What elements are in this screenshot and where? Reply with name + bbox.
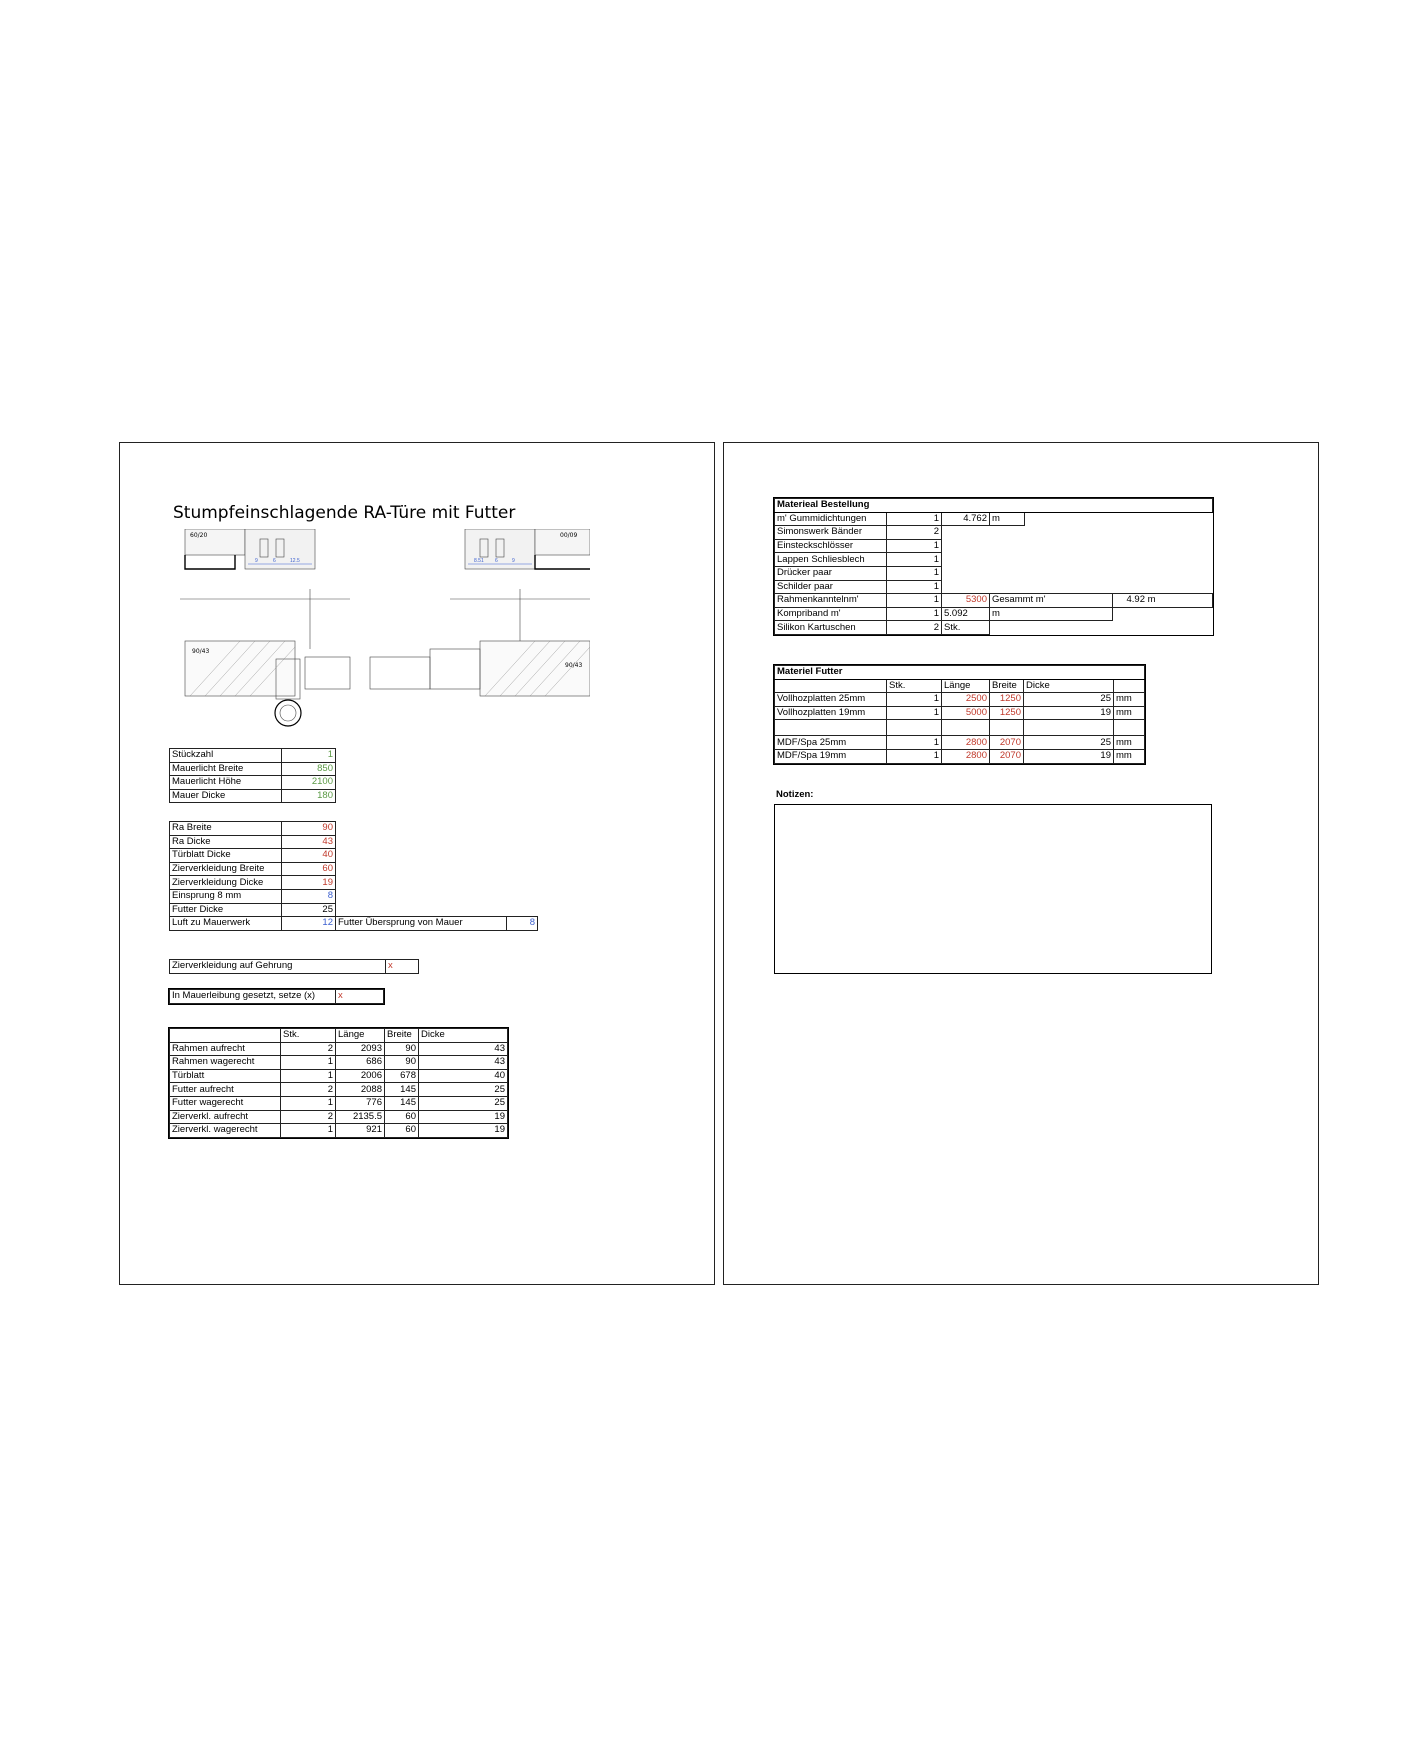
column-header: Breite (385, 1029, 419, 1043)
cell-value: 90 (385, 1042, 419, 1056)
cell-label: Ra Breite (170, 822, 282, 836)
table-row (170, 862, 538, 876)
drawing-label: 00/09 (560, 532, 578, 539)
cell-value: 2500 (942, 693, 990, 707)
table-row (170, 849, 538, 863)
table-row (775, 594, 1213, 608)
dim-label: 9 (512, 558, 515, 564)
cell-label: m' Gummidichtungen (775, 512, 887, 526)
cell-unit: mm (1114, 749, 1145, 763)
cell-label: Vollhozplatten 19mm (775, 706, 887, 720)
table-row (170, 960, 419, 974)
cell-value: 1 (281, 1069, 336, 1083)
cell-value[interactable]: 43 (282, 835, 336, 849)
door-section-drawing (180, 529, 590, 741)
cell-value: 25 (1024, 736, 1114, 750)
cell-value: 25 (419, 1096, 508, 1110)
cell-value: 1 (281, 1096, 336, 1110)
cell-label: Futter aufrecht (170, 1083, 281, 1097)
cell-label: In Mauerleibung gesetzt, setze (x) (170, 990, 336, 1004)
cell-value[interactable]: 90 (282, 822, 336, 836)
cell-value: 1 (887, 539, 942, 553)
cell-label: Türblatt (170, 1069, 281, 1083)
table-row (170, 1042, 508, 1056)
cell-value: 60 (385, 1124, 419, 1138)
cell-value: 19 (1024, 749, 1114, 763)
dim-label: 6 (273, 558, 276, 564)
cell-value: 145 (385, 1083, 419, 1097)
cell-value: 1 (887, 594, 942, 608)
cell-label: Kompriband m' (775, 607, 887, 621)
cell-value[interactable]: 180 (282, 789, 336, 803)
cell-unit: m (990, 607, 1113, 621)
cell-value: 1 (887, 580, 942, 594)
cell-label: Ra Dicke (170, 835, 282, 849)
cell-label: Mauerlicht Höhe (170, 776, 282, 790)
drawing-label: 90/43 (565, 662, 583, 669)
cell-label: Einsprung 8 mm (170, 889, 282, 903)
table-row (170, 889, 538, 903)
cell-label: Türblatt Dicke (170, 849, 282, 863)
notes-label: Notizen: (776, 789, 814, 800)
cell-value: 5.092 (942, 607, 990, 621)
notes-area[interactable] (774, 804, 1212, 974)
column-header: Länge (336, 1029, 385, 1043)
column-header (170, 1029, 281, 1043)
cell-unit: mm (1114, 706, 1145, 720)
cell-value: 43 (419, 1042, 508, 1056)
cell-value: 2 (887, 621, 942, 635)
cell-label: Luft zu Mauerwerk (170, 917, 282, 931)
table-row (170, 1110, 508, 1124)
parts-table (169, 1028, 508, 1138)
mauerleibung-table (169, 989, 384, 1004)
cell-value[interactable]: 1 (282, 749, 336, 763)
section-title: Materieal Bestellung (775, 499, 1213, 513)
table-header-row (170, 1029, 508, 1043)
cell-value: 1 (281, 1056, 336, 1070)
table-row (775, 706, 1145, 720)
cell-label: Mauer Dicke (170, 789, 282, 803)
table-row (775, 749, 1145, 763)
cell-value: 40 (419, 1069, 508, 1083)
cell-value: 2800 (942, 736, 990, 750)
column-header (775, 679, 887, 693)
table-row (170, 1096, 508, 1110)
column-header: Stk. (281, 1029, 336, 1043)
cell-value: 1250 (990, 693, 1024, 707)
table-row (170, 876, 538, 890)
table-title-row (775, 666, 1145, 680)
cell-value: 2 (281, 1042, 336, 1056)
cell-value: 19 (419, 1124, 508, 1138)
cell-value: 1 (887, 566, 942, 580)
cell-value: 1 (887, 512, 942, 526)
table-row (170, 789, 336, 803)
table-row (775, 621, 1213, 635)
table-header-row (775, 679, 1145, 693)
right-page (723, 442, 1319, 1285)
left-page (119, 442, 715, 1285)
cell-value: 4.92 (1126, 594, 1145, 606)
table-row (775, 720, 1145, 736)
column-header: Dicke (1024, 679, 1114, 693)
cell-label: Rahmen wagerecht (170, 1056, 281, 1070)
cell-value: 686 (336, 1056, 385, 1070)
table-row (775, 736, 1145, 750)
table-row (170, 1083, 508, 1097)
cell-value[interactable]: 19 (282, 876, 336, 890)
checkbox-cell[interactable]: x (336, 990, 384, 1004)
cell-value: 2800 (942, 749, 990, 763)
cell-value[interactable]: 8 (282, 889, 336, 903)
cell-label: Drücker paar (775, 566, 887, 580)
drawing-label: 90/43 (192, 648, 210, 655)
table-row (775, 553, 1213, 567)
cell-value: 1 (887, 693, 942, 707)
cell-label: Rahmen aufrecht (170, 1042, 281, 1056)
cell-value: 2 (281, 1110, 336, 1124)
futter-table (774, 665, 1145, 764)
table-row (775, 607, 1213, 621)
cell-label: Einsteckschlösser (775, 539, 887, 553)
dim-label: 6 (495, 558, 498, 564)
cell-value: 2093 (336, 1042, 385, 1056)
cell-label: Vollhozplatten 25mm (775, 693, 887, 707)
cell-label: Mauerlicht Breite (170, 762, 282, 776)
cell-value[interactable]: 12 (282, 917, 336, 931)
cell-value: 921 (336, 1124, 385, 1138)
table-row (170, 903, 538, 917)
column-header (1114, 679, 1145, 693)
page-title: Stumpfeinschlagende RA-Türe mit Futter (173, 503, 516, 523)
cell-unit: mm (1114, 736, 1145, 750)
cell-label: Stückzahl (170, 749, 282, 763)
table-row (170, 835, 538, 849)
cell-value[interactable]: 40 (282, 849, 336, 863)
table-row (170, 1124, 508, 1138)
cell-unit: m (990, 512, 1025, 526)
column-header: Breite (990, 679, 1024, 693)
cell-value: 60 (385, 1110, 419, 1124)
dim-label: 12.5 (290, 558, 300, 564)
cell-value: 776 (336, 1096, 385, 1110)
table-row (170, 1069, 508, 1083)
cell-value[interactable]: 60 (282, 862, 336, 876)
table-row (775, 580, 1213, 594)
dim-label: 8.51 (474, 558, 484, 564)
table-row (170, 990, 384, 1004)
table-row (170, 762, 336, 776)
cell-value: 145 (385, 1096, 419, 1110)
table-row (775, 512, 1213, 526)
bestellung-table (774, 498, 1213, 635)
cell-label: Zierverkleidung auf Gehrung (170, 960, 386, 974)
cell-label: Futter Übersprung von Mauer (336, 917, 507, 931)
table-row (170, 1056, 508, 1070)
section-title: Materiel Futter (775, 666, 1145, 680)
cell-label: Schilder paar (775, 580, 887, 594)
table-row (775, 539, 1213, 553)
cell-value: 2 (887, 526, 942, 540)
gesamt-cell (1113, 594, 1213, 608)
basic-dimensions-table (169, 748, 336, 803)
drawing-label: 60/20 (190, 532, 208, 539)
cell-value: 5300 (942, 594, 990, 608)
cell-unit: Stk. (942, 621, 990, 635)
cell-value: 19 (419, 1110, 508, 1124)
column-header: Länge (942, 679, 990, 693)
cell-value: 1 (281, 1124, 336, 1138)
cell-label: Lappen Schliesblech (775, 553, 887, 567)
table-row (170, 917, 538, 931)
cell-value: 25 (419, 1083, 508, 1097)
params-table (169, 821, 538, 931)
cell-label: MDF/Spa 19mm (775, 749, 887, 763)
cell-value: 678 (385, 1069, 419, 1083)
cell-label: Zierverkleidung Breite (170, 862, 282, 876)
cell-value: 1 (887, 706, 942, 720)
cell-label: Simonswerk Bänder (775, 526, 887, 540)
cell-value[interactable]: 25 (282, 903, 336, 917)
cell-value: 2070 (990, 749, 1024, 763)
table-row (170, 749, 336, 763)
cell-value[interactable]: 8 (507, 917, 538, 931)
table-row (775, 526, 1213, 540)
checkbox-cell[interactable]: x (386, 960, 419, 974)
table-row (170, 776, 336, 790)
cell-label: Zierverkleidung Dicke (170, 876, 282, 890)
cell-value: 19 (1024, 706, 1114, 720)
cell-value: 4.762 (942, 512, 990, 526)
cell-label: Rahmenkanntelnm' (775, 594, 887, 608)
column-header: Stk. (887, 679, 942, 693)
cell-label: Futter wagerecht (170, 1096, 281, 1110)
cell-value: 1250 (990, 706, 1024, 720)
cell-value: 2135.5 (336, 1110, 385, 1124)
gehrung-table (169, 959, 419, 974)
cell-value: 90 (385, 1056, 419, 1070)
table-row (775, 566, 1213, 580)
cell-value: 2 (281, 1083, 336, 1097)
cell-label: Zierverkl. wagerecht (170, 1124, 281, 1138)
cell-value: 1 (887, 553, 942, 567)
cell-value: 5000 (942, 706, 990, 720)
cell-value: 2006 (336, 1069, 385, 1083)
cell-value[interactable]: 2100 (282, 776, 336, 790)
cell-label: Zierverkl. aufrecht (170, 1110, 281, 1124)
cell-value: 25 (1024, 693, 1114, 707)
table-row (170, 822, 538, 836)
cell-label: Silikon Kartuschen (775, 621, 887, 635)
cell-value: 1 (887, 736, 942, 750)
column-header: Dicke (419, 1029, 508, 1043)
cell-unit: m (1147, 594, 1156, 606)
cell-value: 43 (419, 1056, 508, 1070)
cell-value: 1 (887, 607, 942, 621)
cell-unit: mm (1114, 693, 1145, 707)
cell-label: MDF/Spa 25mm (775, 736, 887, 750)
cell-label: Gesammt m' (990, 594, 1113, 608)
table-row (775, 693, 1145, 707)
cell-value[interactable]: 850 (282, 762, 336, 776)
cell-value: 2088 (336, 1083, 385, 1097)
cell-label: Futter Dicke (170, 903, 282, 917)
cell-value: 1 (887, 749, 942, 763)
table-title-row (775, 499, 1213, 513)
dim-label: 9 (255, 558, 258, 564)
cell-value: 2070 (990, 736, 1024, 750)
